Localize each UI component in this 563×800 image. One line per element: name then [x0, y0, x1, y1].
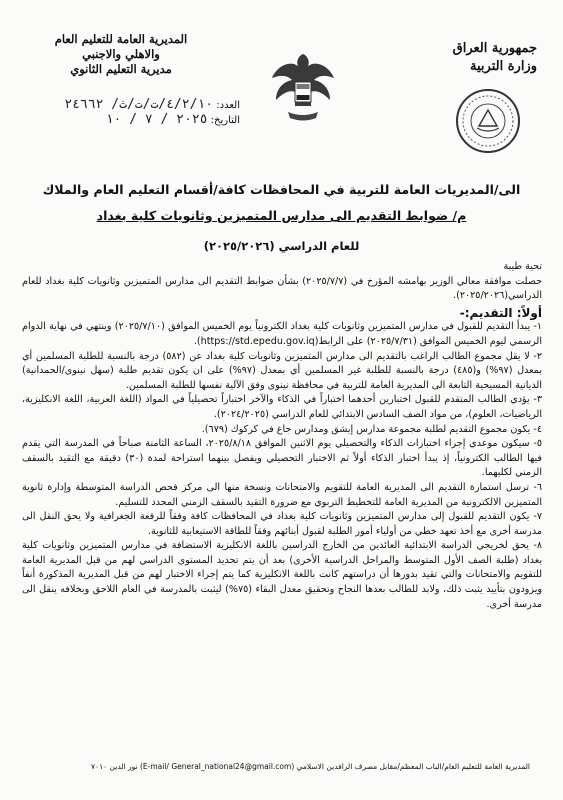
number-label: العدد:	[216, 100, 240, 111]
directorate-header	[36, 32, 206, 77]
list-item: ٥- سيكون موعدي إجراء اختبارات الذكاء والتحصيلي يوم الاثنين الموافق ٢٠٢٥/٨/١٨، الساعة الثامنة صباحاً في المدرسة التي يقدم فيها الطالب الكترونياً، إذ يبدأ اختبار الذكاء أولاً ثم الاختبار التحصيلي ويفصل بينهما استراحة لمدة (٣٠) دقيقة مع التقيد بالسقف الزمني لكليهما.	[22, 438, 543, 479]
subject-line: م/ ضوابط التقديم الى مدارس المتميزين وثانويات كلية بغداد	[96, 208, 467, 223]
list-item: ٣- يؤدي الطالب المتقدم للقبول اختبارين أحدهما اختباراً في الذكاء والآخر اختباراً تحصيلياً في المواد (اللغة العربية، اللغة الانكليزية، الرياضيات، العلوم)، من مواد الصف السادس الابتدائي للعام الدراسي (٢٠٢٤/٢٠٢٥).	[22, 394, 542, 420]
footer-address: المديرية العامة للتعليم العام/الباب المعظم/مقابل مصرف الرافدين الاسلامي (E-mail/ General_national24@gmail.com) نور الدين ٧٠١٠	[91, 762, 530, 771]
list-item: ٢- لا يقل مجموع الطالب الراغب بالتقديم الى مدارس المتميزين وثانويات كلية بغداد عن (٥٨٢) درجة بالنسبة للطلبة المسلمين أي بمعدل (٩٧%) و(٤٨٥) درجة بالنسبة للطلبة غير المسلمين أي بمعدل (٩٧%) على ان يكون تقديم طلبة (سهل نينوى/الحمدانية) الديانية المسيحية التابعة الى المديرية العامة للتربية في محافظة نينوى وفق الآلية نفسها للطلبة المسلمين.	[22, 350, 542, 391]
ministry-line: وزارة التربية	[470, 59, 537, 74]
reference-block	[40, 98, 240, 128]
list-item: ١- يبدأ التقديم للقبول في مدارس المتميزين وثانويات كلية بغداد الكترونياً يوم الخميس الموافق (٢٠٢٥/٧/١٠) وينتهي في نهاية الدوام الرسمي ليوم الخميس الموافق (٢٠٢٥/٧/٣١) على الرابط(https://std.epedu.gov.iq).	[22, 321, 542, 347]
country-line: جمهورية العراق	[452, 41, 537, 56]
directorate-line-2: والاهلي والاجنبي	[82, 47, 160, 61]
date-label: التاريخ:	[210, 115, 240, 126]
list-item: ٨- يحق لخريجي الدراسة الابتدائية العائدين من الخارج الدراسين باللغة الانكليزية الاستضافة في مدارس المتميزين وثانويات كلية بغداد (طلبة الصف الأول المتوسط والمراحل الدراسية الأخرى) بعد أن يتم تحديد المستوى الدراسي لهم من قبل المديرية العامة للتقويم والامتحانات والتي تقيد بدورها أن دراستهم كانت باللغة الانكليزية كما يتم إجراء الاختبار لهم من قبل المديرية المذكورة أنفاً ويزودون بتأييد يثبت ذلك، ولابد للطالب بعدها النجاح وتحقيق معدل البقاء (٧٥%) ليثبت بالمدرسة في العام اللاحق وبخلافه ينقل الى مدرسة أخرى.	[22, 540, 542, 610]
directorate-line-3: مديرية التعليم الثانوي	[70, 62, 172, 76]
academic-year-line: للعام الدراسي (٢٠٢٥/٢٠٢٦)	[203, 239, 360, 253]
ministry-header	[387, 40, 537, 76]
intro-paragraph: حصلت موافقة معالي الوزير بهامشه المؤرخ في (٢٠٢٥/٧/٧) بشأن ضوابط التقديم الى مدارس المتميزين وثانويات كلية بغداد للعام الدراسي(٢٠٢٥/٢٠٢٦).	[22, 275, 542, 302]
addressee-line: الى/المديريات العامة للتربية في المحافظات كافة/أقسام التعليم العام والملاك	[42, 182, 521, 197]
reference-date	[40, 113, 240, 128]
directorate-line-1: المديرية العامة للتعليم العام	[54, 32, 188, 46]
list-item: ٦- ترسل استمارة التقديم الى المديرية العامة للتقويم والامتحانات ونسخة منها الى مركز فحص الدراسة المتوسطة وإدارة ثانوية المتميزين الالكترونية من المديرية العامة للتخطيط التربوي مع ضرورة التقيد بالسقف الزمني المحدد للتسليم.	[22, 481, 542, 508]
reference-number	[40, 98, 240, 113]
ministry-seal-icon	[455, 88, 521, 154]
list-item: ٧- يكون التقديم للقبول إلى مدارس المتميزين وثانويات كلية بغداد في المحافظات كافة وفقاً للرقعة الجغرافية ولا يحق النقل الى مدرسة أخرى مع أخذ تعهد خطي من أولياء أمور الطلبة لقبول أبنائهم وفقاً للطاقة الاستيعابية للثانوية.	[22, 511, 542, 537]
greeting: تحية طيبة	[503, 261, 542, 272]
list-item: ٤- يكون مجموع التقديم لطلبة مجموعة مدارس إيشق ومدارس جاغ في كركوك (٦٧٩).	[201, 423, 542, 435]
letter-body	[22, 260, 542, 612]
date-value: ٢٠٢٥ / ٧ / ١٠	[105, 112, 208, 127]
number-value: ٤/٢/١٠/ت/ت/ث/ ٢٤٦٦٢	[64, 97, 214, 112]
national-emblem-icon	[268, 48, 338, 128]
section-heading: أولاً: التقديم:-	[459, 305, 542, 320]
